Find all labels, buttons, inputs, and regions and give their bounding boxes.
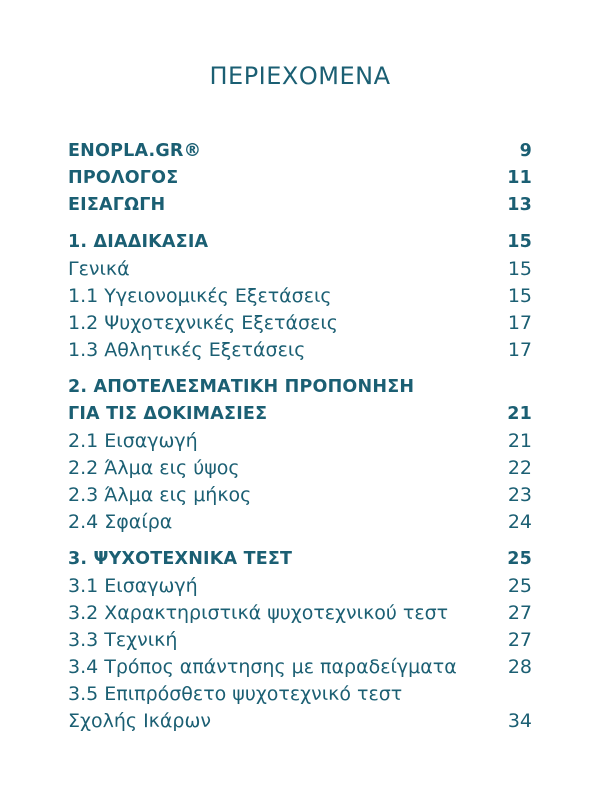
- toc-entry-row: [68, 428, 532, 455]
- toc-entry-label: 1. ΔΙΑΔΙΚΑΣΙΑ: [68, 232, 209, 252]
- toc-entry-label: 3.5 Επιπρόσθετο ψυχοτεχνικό τεστ: [68, 683, 403, 705]
- toc-page-number: 15: [507, 258, 532, 280]
- toc-entry-label: 2.3 Άλμα εις μήκος: [68, 484, 252, 506]
- toc-page-number: 21: [507, 430, 532, 452]
- toc-page-number: 15: [507, 285, 532, 307]
- toc-entry-label: ΠΡΟΛΟΓΟΣ: [68, 168, 179, 188]
- toc-entry-row: [68, 708, 532, 735]
- toc-entry-label: 3.3 Τεχνική: [68, 629, 178, 651]
- toc-page-number: 13: [507, 195, 532, 215]
- toc-page-number: 27: [507, 629, 532, 651]
- toc-page-number: 25: [507, 575, 532, 597]
- toc-entry-label: Σχολής Ικάρων: [68, 710, 211, 732]
- toc-chapter-row: [68, 229, 532, 256]
- toc-entry-label: 2. ΑΠΟΤΕΛΕΣΜΑΤΙΚΗ ΠΡΟΠΟΝΗΣΗ: [68, 377, 415, 397]
- toc-page-number: 11: [507, 168, 532, 188]
- toc-entry-label: 3.2 Χαρακτηριστικά ψυχοτεχνικού τεστ: [68, 602, 449, 624]
- toc-entry-row: [68, 509, 532, 536]
- toc-page-number: 27: [507, 602, 532, 624]
- page-title: ΠΕΡΙΕΧΟΜΕΝΑ: [209, 62, 391, 90]
- toc-entry-label: ENOPLA.GR®: [68, 141, 202, 161]
- section-gap: [68, 219, 532, 229]
- toc-entry-label: 1.3 Αθλητικές Εξετάσεις: [68, 339, 306, 361]
- toc-entry-label: 2.4 Σφαίρα: [68, 511, 173, 533]
- toc-chapter-row: [68, 165, 532, 192]
- section-gap: [68, 364, 532, 374]
- section-gap: [68, 536, 532, 546]
- toc-entry-label: 2.1 Εισαγωγή: [68, 430, 198, 452]
- toc-entry-row: [68, 654, 532, 681]
- toc-chapter-row: [68, 546, 532, 573]
- toc-entry-row: [68, 573, 532, 600]
- toc-page-number: 28: [507, 656, 532, 678]
- toc-chapter-row: [68, 138, 532, 165]
- toc-chapter-row: [68, 374, 532, 401]
- table-of-contents: [68, 138, 532, 735]
- toc-entry-label: 3.4 Τρόπος απάντησης με παραδείγματα: [68, 656, 457, 678]
- toc-entry-row: [68, 283, 532, 310]
- toc-page-number: 15: [507, 232, 532, 252]
- toc-entry-label: Γενικά: [68, 258, 130, 280]
- toc-page-number: 17: [507, 312, 532, 334]
- toc-entry-row: [68, 600, 532, 627]
- toc-page-number: 34: [507, 710, 532, 732]
- toc-entry-row: [68, 482, 532, 509]
- toc-page-number: 23: [507, 484, 532, 506]
- toc-page-number: 9: [519, 141, 532, 161]
- toc-entry-label: 1.1 Υγειονομικές Εξετάσεις: [68, 285, 332, 307]
- toc-chapter-row: [68, 401, 532, 428]
- toc-entry-label: ΓΙΑ ΤΙΣ ΔΟΚΙΜΑΣΙΕΣ: [68, 404, 268, 424]
- toc-page-number: 17: [507, 339, 532, 361]
- toc-entry-row: [68, 256, 532, 283]
- toc-entry-row: [68, 681, 532, 708]
- toc-entry-row: [68, 455, 532, 482]
- toc-entry-label: ΕΙΣΑΓΩΓΗ: [68, 195, 166, 215]
- toc-entry-label: 2.2 Άλμα εις ύψος: [68, 457, 240, 479]
- toc-page-number: 24: [507, 511, 532, 533]
- toc-entry-label: 1.2 Ψυχοτεχνικές Εξετάσεις: [68, 312, 338, 334]
- toc-entry-label: 3.1 Εισαγωγή: [68, 575, 198, 597]
- toc-entry-label: 3. ΨΥΧΟΤΕΧΝΙΚΑ ΤΕΣΤ: [68, 549, 293, 569]
- toc-page-number: 25: [507, 549, 532, 569]
- toc-page-number: 21: [507, 404, 532, 424]
- toc-entry-row: [68, 310, 532, 337]
- toc-chapter-row: [68, 192, 532, 219]
- toc-page-number: 22: [507, 457, 532, 479]
- toc-entry-row: [68, 337, 532, 364]
- toc-entry-row: [68, 627, 532, 654]
